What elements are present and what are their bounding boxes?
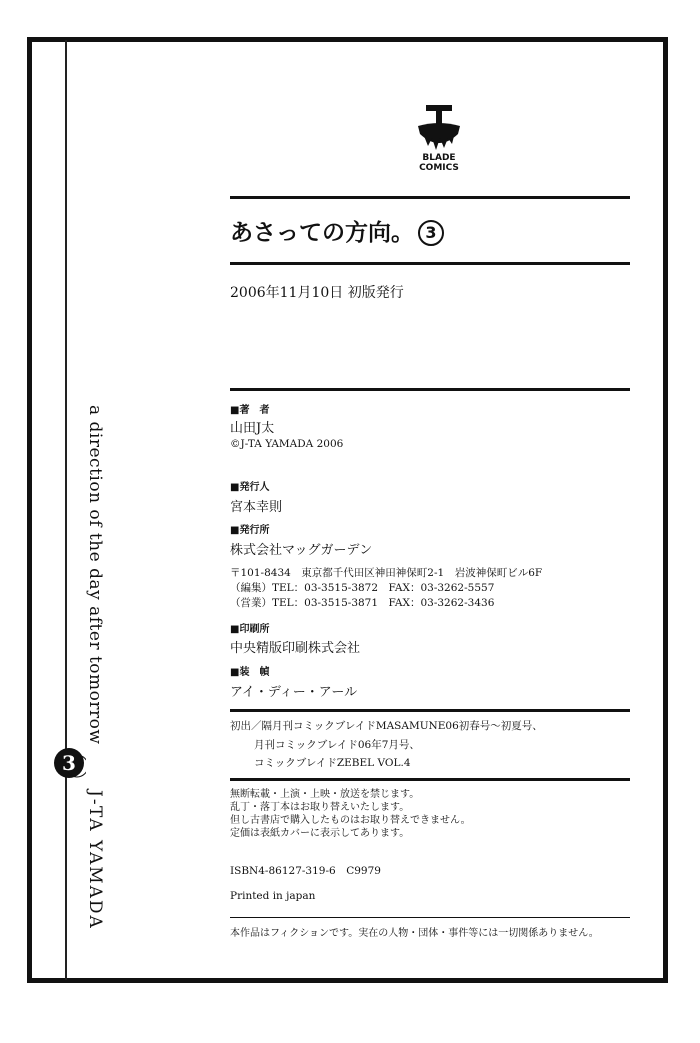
first-appearance-line-2: 月刊コミックブレイド06年7月号、 [254,739,420,751]
logo-line-1: BLADE [422,153,456,163]
spine-volume-mark [52,746,86,780]
rule-notices [230,778,630,781]
book-title [230,214,444,247]
notice-2: 乱丁・落丁本はお取り替えいたします。 [230,802,410,813]
spine-english-title: a direction of the day after tomorrow [85,405,105,745]
publisher-sales-contact: （営業）TEL：03-3515-3871 FAX：03-3262-3436 [230,597,495,609]
spine-volume-number: 3 [62,751,76,775]
publisher-heading: ■発行所 [230,525,270,536]
design-name: アイ・ディー・アール [230,685,358,700]
copyright-line: ©J-TA YAMADA 2006 [230,438,344,450]
notice-4: 定価は表紙カバーに表示してあります。 [230,828,410,839]
printed-in: Printed in japan [230,890,316,902]
issuer-heading: ■発行人 [230,482,270,493]
publication-date: 2006年11月10日 初版発行 [230,285,404,301]
rule-first-appearance [230,709,630,712]
first-appearance-line-3: コミックブレイドZEBEL VOL.4 [254,757,411,769]
rule-top [230,196,630,199]
spine-divider [65,40,67,980]
book-title-main: あさっての方向。 [230,220,414,246]
book-volume-number: 3 [418,220,444,246]
rule-credits-top [230,388,630,391]
printer-name: 中央精版印刷株式会社 [230,641,361,656]
publisher-address: 〒101-8434 東京都千代田区神田神保町2-1 岩波神保町ビル6F [230,567,543,579]
page-frame [27,37,668,983]
isbn: ISBN4-86127-319-6 C9979 [230,865,381,877]
fiction-disclaimer: 本作品はフィクションです。実在の人物・団体・事件等には一切関係ありません。 [230,928,599,939]
publisher-name: 株式会社マッグガーデン [230,543,373,558]
first-appearance-line-1: 初出／隔月刊コミックブレイドMASAMUNE06初春号～初夏号、 [230,720,543,732]
notice-3: 但し古書店で購入したものはお取り替えできません。 [230,815,471,826]
author-heading: ■著 者 [230,405,270,416]
logo-line-2: COMICS [419,163,459,173]
rule-disclaimer [230,917,630,918]
author-name: 山田J太 [230,421,275,436]
publisher-editorial-contact: （編集）TEL：03-3515-3872 FAX：03-3262-5557 [230,582,495,594]
notice-1: 無断転載・上演・上映・放送を禁じます。 [230,789,420,800]
design-heading: ■装 幀 [230,667,270,678]
spine-author: J-TA YAMADA [85,790,105,930]
rule-under-title [230,262,630,265]
blade-comics-logo-text [405,153,473,173]
issuer-name: 宮本幸則 [230,500,283,515]
printer-heading: ■印刷所 [230,624,270,635]
